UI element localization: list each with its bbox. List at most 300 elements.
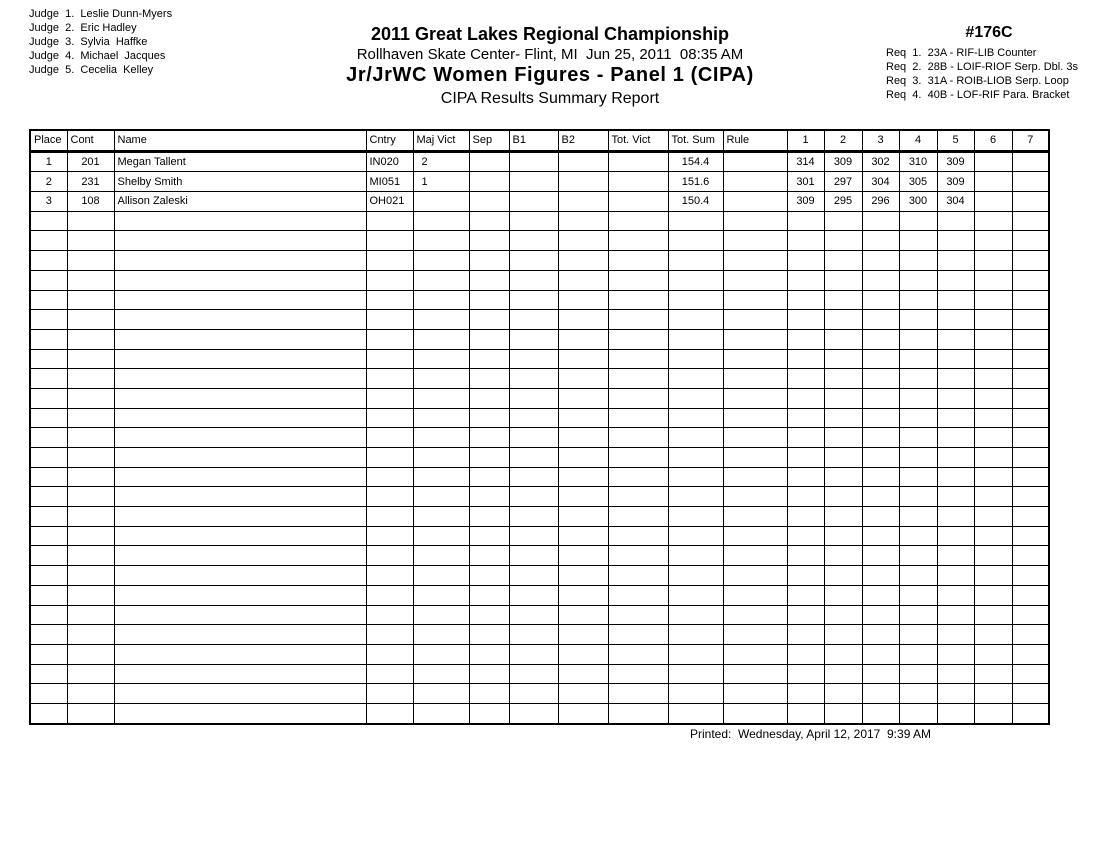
table-cell xyxy=(509,625,558,645)
table-cell xyxy=(974,585,1012,605)
table-cell xyxy=(608,644,668,664)
table-cell xyxy=(899,310,937,330)
table-cell xyxy=(558,664,608,684)
column-header: Cntry xyxy=(366,130,413,151)
table-cell xyxy=(723,349,787,369)
table-cell xyxy=(824,703,862,723)
table-cell xyxy=(469,684,509,704)
empty-row xyxy=(30,329,1049,349)
table-cell xyxy=(824,349,862,369)
table-cell xyxy=(413,329,469,349)
table-cell xyxy=(67,270,114,290)
table-cell xyxy=(114,625,366,645)
table-cell xyxy=(824,329,862,349)
table-cell xyxy=(862,664,899,684)
table-cell xyxy=(67,349,114,369)
table-cell: 304 xyxy=(862,172,899,192)
table-cell xyxy=(787,625,824,645)
table-cell xyxy=(899,605,937,625)
table-cell xyxy=(668,546,723,566)
table-cell xyxy=(974,703,1012,723)
column-header: Tot. Sum xyxy=(668,130,723,151)
table-cell xyxy=(558,644,608,664)
table-cell xyxy=(558,507,608,527)
table-cell xyxy=(30,507,67,527)
table-cell xyxy=(558,349,608,369)
table-cell xyxy=(114,388,366,408)
table-cell xyxy=(67,684,114,704)
table-cell xyxy=(413,664,469,684)
table-cell xyxy=(608,625,668,645)
table-cell xyxy=(899,546,937,566)
table-cell xyxy=(824,487,862,507)
table-cell xyxy=(509,526,558,546)
empty-row xyxy=(30,487,1049,507)
table-cell xyxy=(1012,566,1049,586)
table-cell xyxy=(787,664,824,684)
table-cell xyxy=(862,408,899,428)
table-cell xyxy=(787,487,824,507)
table-cell xyxy=(899,428,937,448)
requirement-line: Req 1. 23A - RIF-LIB Counter xyxy=(886,47,1037,59)
table-cell xyxy=(723,211,787,231)
table-cell xyxy=(558,211,608,231)
table-cell xyxy=(723,507,787,527)
table-cell xyxy=(723,526,787,546)
table-cell xyxy=(114,251,366,271)
table-cell xyxy=(668,507,723,527)
table-cell xyxy=(114,526,366,546)
table-cell xyxy=(937,644,974,664)
table-cell xyxy=(509,566,558,586)
table-cell xyxy=(114,507,366,527)
table-cell xyxy=(608,664,668,684)
table-cell xyxy=(723,270,787,290)
table-cell xyxy=(30,546,67,566)
table-cell xyxy=(558,329,608,349)
table-cell xyxy=(787,270,824,290)
table-cell xyxy=(608,467,668,487)
table-cell xyxy=(30,329,67,349)
column-header: Maj Vict xyxy=(413,130,469,151)
table-cell xyxy=(787,349,824,369)
table-cell xyxy=(366,566,413,586)
table-cell xyxy=(509,310,558,330)
table-cell xyxy=(937,703,974,723)
table-cell xyxy=(937,605,974,625)
table-cell xyxy=(469,369,509,389)
table-cell xyxy=(67,664,114,684)
table-cell xyxy=(974,684,1012,704)
table-cell xyxy=(30,428,67,448)
table-cell xyxy=(469,664,509,684)
table-cell xyxy=(668,290,723,310)
column-header: 1 xyxy=(787,130,824,151)
table-cell xyxy=(824,251,862,271)
table-cell xyxy=(608,211,668,231)
table-cell xyxy=(558,467,608,487)
judge-line: Judge 3. Sylvia Haffke xyxy=(29,36,148,48)
table-cell xyxy=(114,211,366,231)
table-cell xyxy=(974,211,1012,231)
table-cell xyxy=(1012,526,1049,546)
table-cell xyxy=(469,487,509,507)
table-cell xyxy=(114,270,366,290)
table-cell xyxy=(30,487,67,507)
table-cell xyxy=(558,151,608,172)
table-cell xyxy=(469,211,509,231)
column-header: Tot. Vict xyxy=(608,130,668,151)
table-cell xyxy=(862,290,899,310)
table-cell xyxy=(787,684,824,704)
table-cell xyxy=(366,507,413,527)
table-cell xyxy=(1012,625,1049,645)
table-cell xyxy=(899,703,937,723)
table-cell xyxy=(668,388,723,408)
table-cell xyxy=(937,585,974,605)
table-cell: 301 xyxy=(787,172,824,192)
table-cell xyxy=(67,703,114,723)
table-cell xyxy=(67,290,114,310)
empty-row xyxy=(30,211,1049,231)
table-cell: 309 xyxy=(824,151,862,172)
table-cell xyxy=(974,329,1012,349)
table-cell xyxy=(1012,369,1049,389)
table-cell xyxy=(787,605,824,625)
empty-row xyxy=(30,349,1049,369)
table-cell xyxy=(413,211,469,231)
table-cell: 304 xyxy=(937,192,974,212)
table-cell xyxy=(469,310,509,330)
table-cell xyxy=(558,605,608,625)
empty-row xyxy=(30,448,1049,468)
table-cell xyxy=(862,211,899,231)
table-cell xyxy=(723,566,787,586)
table-cell xyxy=(899,625,937,645)
requirements-block xyxy=(886,24,1092,102)
table-cell: 309 xyxy=(787,192,824,212)
table-cell xyxy=(787,507,824,527)
table-cell xyxy=(413,369,469,389)
table-cell xyxy=(30,408,67,428)
table-cell xyxy=(937,388,974,408)
table-cell: 300 xyxy=(899,192,937,212)
table-cell xyxy=(974,467,1012,487)
table-cell xyxy=(862,270,899,290)
table-cell xyxy=(67,625,114,645)
table-cell xyxy=(668,270,723,290)
table-cell xyxy=(862,251,899,271)
table-cell xyxy=(1012,349,1049,369)
table-cell xyxy=(30,369,67,389)
table-cell: 150.4 xyxy=(668,192,723,212)
column-header: Rule xyxy=(723,130,787,151)
table-cell xyxy=(469,585,509,605)
table-cell xyxy=(723,310,787,330)
table-cell xyxy=(366,526,413,546)
table-cell xyxy=(974,507,1012,527)
table-cell xyxy=(1012,270,1049,290)
table-cell xyxy=(899,684,937,704)
table-cell xyxy=(366,684,413,704)
table-cell xyxy=(608,369,668,389)
table-cell xyxy=(30,388,67,408)
table-cell xyxy=(608,428,668,448)
table-cell: Megan Tallent xyxy=(114,151,366,172)
table-cell xyxy=(114,310,366,330)
table-cell xyxy=(509,231,558,251)
table-cell xyxy=(608,172,668,192)
table-cell xyxy=(114,605,366,625)
table-cell xyxy=(974,448,1012,468)
table-cell xyxy=(114,467,366,487)
table-cell: 151.6 xyxy=(668,172,723,192)
table-cell xyxy=(30,251,67,271)
table-cell xyxy=(558,231,608,251)
table-cell xyxy=(668,369,723,389)
table-cell xyxy=(469,428,509,448)
table-cell xyxy=(974,251,1012,271)
table-cell xyxy=(899,369,937,389)
table-cell xyxy=(67,526,114,546)
table-cell xyxy=(608,151,668,172)
table-cell xyxy=(862,231,899,251)
empty-row xyxy=(30,703,1049,723)
table-cell xyxy=(862,625,899,645)
table-cell: 2 xyxy=(413,151,469,172)
table-cell xyxy=(974,270,1012,290)
column-header: 6 xyxy=(974,130,1012,151)
table-cell xyxy=(787,369,824,389)
table-cell: 296 xyxy=(862,192,899,212)
table-cell xyxy=(469,566,509,586)
table-cell xyxy=(469,507,509,527)
table-cell xyxy=(509,211,558,231)
table-cell xyxy=(787,428,824,448)
table-cell: 3 xyxy=(30,192,67,212)
table-cell xyxy=(413,625,469,645)
column-header: B2 xyxy=(558,130,608,151)
table-cell xyxy=(862,388,899,408)
table-cell xyxy=(723,664,787,684)
table-cell xyxy=(787,546,824,566)
empty-row xyxy=(30,644,1049,664)
table-cell xyxy=(608,566,668,586)
table-cell xyxy=(1012,329,1049,349)
table-cell xyxy=(366,329,413,349)
table-cell xyxy=(723,290,787,310)
table-cell: 309 xyxy=(937,151,974,172)
table-cell xyxy=(899,251,937,271)
requirement-line: Req 2. 28B - LOIF-RIOF Serp. Dbl. 3s xyxy=(886,61,1078,73)
table-cell xyxy=(668,487,723,507)
table-cell xyxy=(974,546,1012,566)
empty-row xyxy=(30,231,1049,251)
table-cell xyxy=(413,684,469,704)
table-cell xyxy=(723,369,787,389)
table-cell xyxy=(509,172,558,192)
table-cell xyxy=(558,546,608,566)
report-title: CIPA Results Summary Report xyxy=(440,90,660,107)
table-cell xyxy=(937,211,974,231)
table-cell xyxy=(509,369,558,389)
judge-line: Judge 4. Michael Jacques xyxy=(29,50,166,62)
table-cell xyxy=(413,192,469,212)
table-cell xyxy=(824,625,862,645)
table-cell xyxy=(937,684,974,704)
judge-line: Judge 2. Eric Hadley xyxy=(29,22,137,34)
table-cell xyxy=(67,487,114,507)
empty-row xyxy=(30,546,1049,566)
table-cell xyxy=(413,703,469,723)
table-cell xyxy=(723,388,787,408)
table-cell xyxy=(1012,290,1049,310)
table-cell xyxy=(114,546,366,566)
table-cell xyxy=(114,566,366,586)
column-header: 4 xyxy=(899,130,937,151)
table-cell xyxy=(114,428,366,448)
table-cell xyxy=(509,428,558,448)
table-cell xyxy=(723,231,787,251)
table-cell xyxy=(862,448,899,468)
table-cell xyxy=(608,251,668,271)
table-cell xyxy=(30,290,67,310)
table-cell xyxy=(974,369,1012,389)
table-cell xyxy=(1012,546,1049,566)
table-cell xyxy=(509,448,558,468)
requirement-line: Req 3. 31A - ROIB-LIOB Serp. Loop xyxy=(886,75,1069,87)
table-cell xyxy=(824,664,862,684)
table-cell xyxy=(899,644,937,664)
table-cell xyxy=(558,526,608,546)
table-cell xyxy=(67,310,114,330)
table-cell xyxy=(668,231,723,251)
table-cell xyxy=(974,605,1012,625)
table-cell xyxy=(787,388,824,408)
table-cell xyxy=(668,448,723,468)
table-cell xyxy=(114,369,366,389)
table-cell xyxy=(787,467,824,487)
table-cell xyxy=(608,349,668,369)
empty-row xyxy=(30,251,1049,271)
table-cell xyxy=(668,408,723,428)
table-cell xyxy=(899,349,937,369)
table-cell xyxy=(608,507,668,527)
table-cell: 2 xyxy=(30,172,67,192)
result-row xyxy=(30,172,1049,192)
table-cell xyxy=(30,644,67,664)
empty-row xyxy=(30,270,1049,290)
table-cell xyxy=(824,369,862,389)
table-cell xyxy=(787,703,824,723)
table-cell xyxy=(413,388,469,408)
table-cell xyxy=(723,546,787,566)
table-cell xyxy=(67,388,114,408)
table-cell xyxy=(668,251,723,271)
table-cell xyxy=(862,703,899,723)
empty-row xyxy=(30,664,1049,684)
table-cell xyxy=(787,310,824,330)
table-cell xyxy=(413,270,469,290)
table-cell xyxy=(114,684,366,704)
table-cell xyxy=(1012,703,1049,723)
column-header: 7 xyxy=(1012,130,1049,151)
table-cell xyxy=(787,448,824,468)
table-cell xyxy=(366,408,413,428)
table-cell xyxy=(974,566,1012,586)
table-cell xyxy=(30,664,67,684)
table-cell xyxy=(862,566,899,586)
table-cell xyxy=(366,388,413,408)
table-cell xyxy=(937,507,974,527)
event-number: #176C xyxy=(965,24,1013,41)
table-cell xyxy=(469,231,509,251)
table-cell xyxy=(723,251,787,271)
table-cell xyxy=(509,684,558,704)
table-cell xyxy=(862,644,899,664)
table-cell xyxy=(824,566,862,586)
table-cell xyxy=(366,270,413,290)
table-cell xyxy=(30,231,67,251)
table-cell xyxy=(723,585,787,605)
table-cell xyxy=(469,192,509,212)
table-cell: IN020 xyxy=(366,151,413,172)
table-cell xyxy=(723,467,787,487)
table-cell xyxy=(509,507,558,527)
table-cell xyxy=(787,290,824,310)
table-cell xyxy=(413,290,469,310)
table-cell xyxy=(787,566,824,586)
table-cell xyxy=(862,467,899,487)
table-cell xyxy=(413,349,469,369)
column-header: Cont xyxy=(67,130,114,151)
table-cell xyxy=(67,507,114,527)
table-cell xyxy=(413,251,469,271)
empty-row xyxy=(30,526,1049,546)
result-row xyxy=(30,192,1049,212)
table-cell xyxy=(862,329,899,349)
table-cell xyxy=(824,546,862,566)
table-cell: 231 xyxy=(67,172,114,192)
table-cell xyxy=(30,605,67,625)
table-cell xyxy=(608,408,668,428)
table-cell xyxy=(67,369,114,389)
table-cell xyxy=(1012,507,1049,527)
table-cell xyxy=(558,428,608,448)
table-cell xyxy=(30,703,67,723)
table-cell xyxy=(824,231,862,251)
table-cell xyxy=(937,251,974,271)
table-cell xyxy=(366,369,413,389)
table-cell xyxy=(937,270,974,290)
table-cell xyxy=(862,605,899,625)
table-cell xyxy=(824,290,862,310)
table-cell xyxy=(824,388,862,408)
table-cell xyxy=(862,507,899,527)
table-cell xyxy=(723,192,787,212)
table-cell xyxy=(974,625,1012,645)
table-cell xyxy=(723,151,787,172)
table-cell xyxy=(974,526,1012,546)
table-cell xyxy=(1012,172,1049,192)
table-cell xyxy=(558,192,608,212)
table-cell xyxy=(509,151,558,172)
table-cell xyxy=(824,585,862,605)
table-cell xyxy=(723,428,787,448)
table-cell xyxy=(668,428,723,448)
table-cell xyxy=(608,231,668,251)
empty-row xyxy=(30,684,1049,704)
